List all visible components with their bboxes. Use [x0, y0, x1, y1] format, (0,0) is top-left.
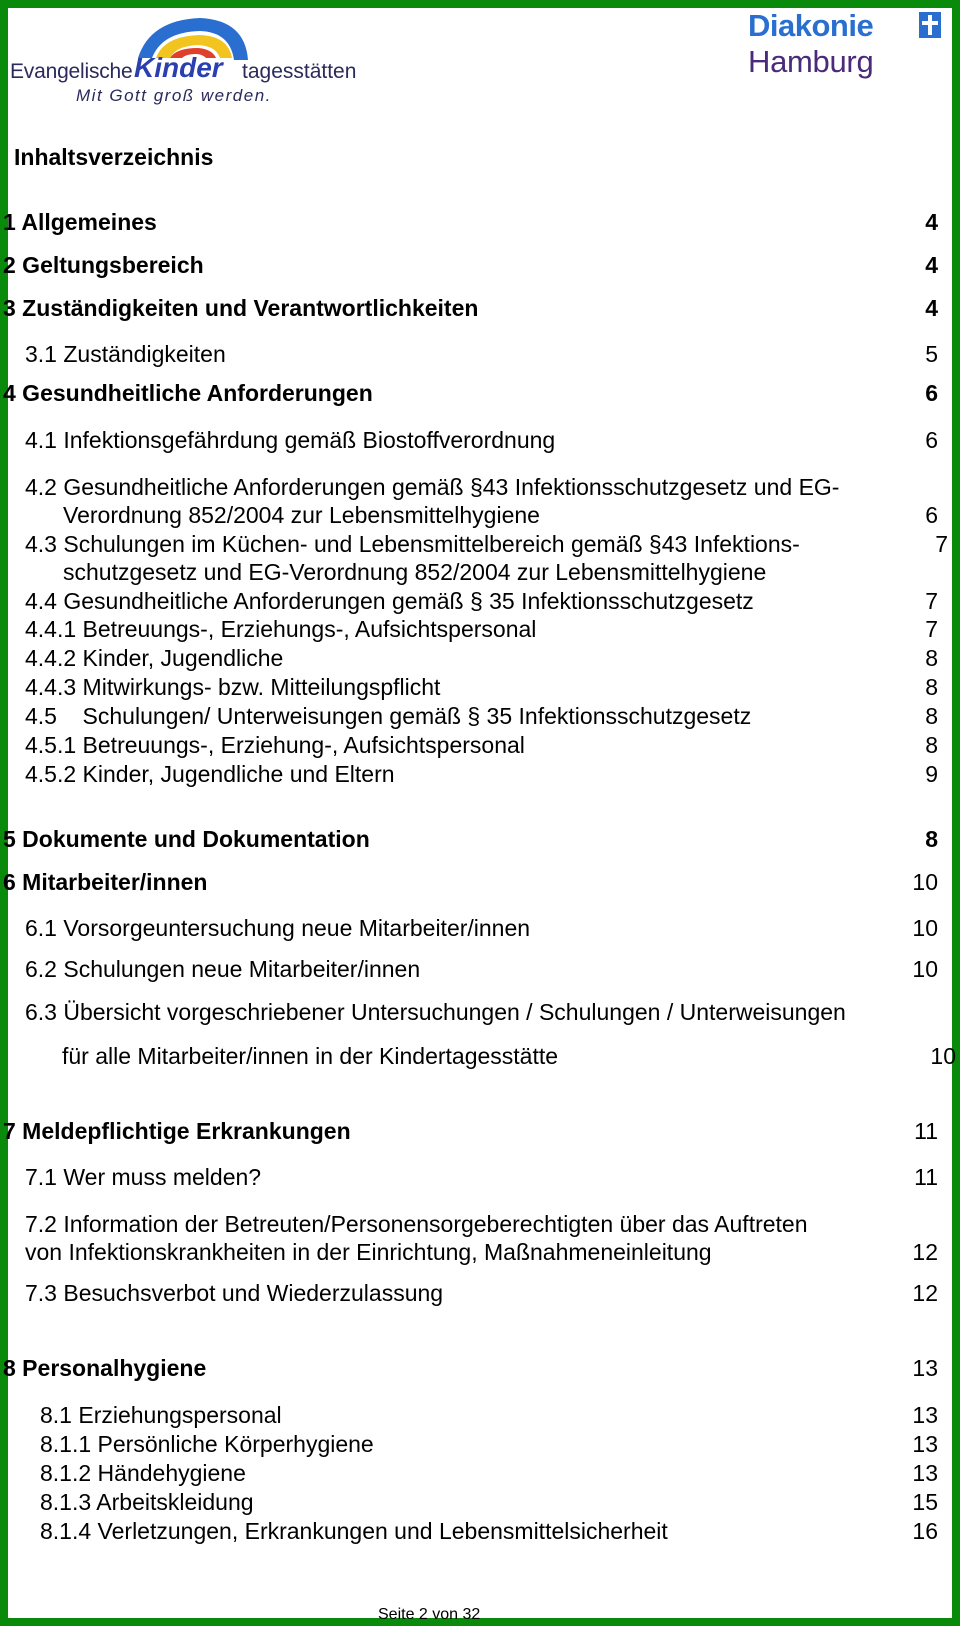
toc-entry-page: 4: [925, 295, 938, 321]
toc-entry-title: 6 Mitarbeiter/innen: [3, 869, 208, 895]
toc-entry-page: 8: [925, 703, 938, 729]
page-footer: Seite 2 von 32: [378, 1606, 481, 1623]
toc-entry-page: 10: [930, 1043, 956, 1069]
toc-entry-page: 7: [935, 531, 948, 557]
toc-entry-title: 4.4.1 Betreuungs-, Erziehungs-, Aufsichtspersonal: [25, 616, 537, 642]
toc-entry-page: 16: [912, 1518, 938, 1544]
toc-entry-title: 8.1 Erziehungspersonal: [40, 1402, 282, 1428]
toc-entry-page: 5: [925, 341, 938, 367]
diakonie-logo-text: Diakonie: [748, 8, 874, 43]
toc-entry-page: 8: [925, 645, 938, 671]
toc-entry-page: 15: [912, 1489, 938, 1515]
toc-entry-title: 8.1.1 Persönliche Körperhygiene: [40, 1431, 374, 1457]
toc-entry-title: 8.1.3 Arbeitskleidung: [40, 1489, 254, 1515]
toc-entry-page: 13: [912, 1355, 938, 1381]
toc-entry-title: 4.5.1 Betreuungs-, Erziehung-, Aufsichtspersonal: [25, 732, 525, 758]
toc-entry-title: 4.5 Schulungen/ Unterweisungen gemäß § 35 Infektionsschutzgesetz: [25, 703, 752, 729]
toc-entry-page: 13: [912, 1431, 938, 1457]
toc-entry-page: 10: [912, 956, 938, 982]
toc-entry-page: 6: [925, 502, 938, 528]
toc-entry-page: 4: [925, 209, 938, 235]
toc-entry-page: 8: [925, 826, 938, 852]
toc-entry-title: 6.1 Vorsorgeuntersuchung neue Mitarbeiter/innen: [25, 915, 531, 941]
toc-entry-title: 6.2 Schulungen neue Mitarbeiter/innen: [25, 956, 421, 982]
toc-entry-page: 6: [925, 380, 938, 406]
toc-entry-title: 3 Zuständigkeiten und Verantwortlichkeiten: [3, 295, 479, 321]
toc-entry-page: 12: [912, 1280, 938, 1306]
toc-entry-page: 13: [912, 1402, 938, 1428]
toc-entry-title: 7.1 Wer muss melden?: [25, 1164, 262, 1190]
toc-entry-title: 6.3 Übersicht vorgeschriebener Untersuchungen / Schulungen / Unterweisungen: [25, 999, 846, 1025]
toc-entry-title: 4.1 Infektionsgefährdung gemäß Biostoffverordnung: [25, 427, 556, 453]
logo-slogan: Mit Gott groß werden.: [76, 86, 272, 105]
toc-entry-page: 6: [925, 427, 938, 453]
logo-word-evangelische: Evangelische: [10, 60, 133, 83]
toc-entry-page: 8: [925, 674, 938, 700]
toc-entry-title: 7.2 Information der Betreuten/Personensorgeberechtigten über das Auftreten: [25, 1211, 808, 1237]
toc-entry-title: 4 Gesundheitliche Anforderungen: [3, 380, 373, 406]
toc-entry-title: 4.5.2 Kinder, Jugendliche und Eltern: [25, 761, 395, 787]
toc-entry-page: 11: [914, 1118, 938, 1144]
toc-entry-title: 8 Personalhygiene: [3, 1355, 207, 1381]
toc-entry-page: 10: [912, 869, 938, 895]
toc-entry-title: 8.1.2 Händehygiene: [40, 1460, 246, 1486]
toc-entry-title: 4.4.2 Kinder, Jugendliche: [25, 645, 284, 671]
logo-word-kinder: Kinder: [134, 52, 223, 83]
toc-entry-title: 4.4.3 Mitwirkungs- bzw. Mitteilungspflicht: [25, 674, 441, 700]
toc-entry-page: 11: [914, 1164, 938, 1190]
toc-entry-title-continued: von Infektionskrankheiten in der Einrichtung, Maßnahmeneinleitung: [25, 1239, 712, 1265]
toc-entry-title: 7.3 Besuchsverbot und Wiederzulassung: [25, 1280, 444, 1306]
cross-icon: [919, 12, 941, 38]
toc-entry-page: 10: [912, 915, 938, 941]
toc-entry-title: 4.3 Schulungen im Küchen- und Lebensmittelbereich gemäß §43 Infektions-: [25, 531, 800, 557]
logo-word-tagesstaetten: tagesstätten: [242, 60, 357, 83]
toc-entry-title: für alle Mitarbeiter/innen in der Kindertagesstätte: [62, 1043, 559, 1069]
toc-entry-page: 7: [925, 588, 938, 614]
toc-entry-page: 4: [925, 252, 938, 278]
toc-entry-title: 7 Meldepflichtige Erkrankungen: [3, 1118, 351, 1144]
toc-entry-page: 7: [925, 616, 938, 642]
toc-entry-title: 5 Dokumente und Dokumentation: [3, 826, 370, 852]
toc-entry-title: 4.4 Gesundheitliche Anforderungen gemäß § 35 Infektionsschutzgesetz: [25, 588, 754, 614]
toc-entry-page: 13: [912, 1460, 938, 1486]
toc-entry-title: 2 Geltungsbereich: [3, 252, 204, 278]
document-page: [3, 8, 956, 1623]
toc-entry-title: 4.2 Gesundheitliche Anforderungen gemäß §43 Infektionsschutzgesetz und EG-: [25, 474, 840, 500]
toc-entry-page: 9: [925, 761, 938, 787]
toc-entry-title: 3.1 Zuständigkeiten: [25, 341, 226, 367]
hamburg-logo-text: Hamburg: [748, 44, 874, 79]
toc-entry-title: 1 Allgemeines: [3, 209, 157, 235]
toc-entry-page: 8: [925, 732, 938, 758]
toc-entry-title: 8.1.4 Verletzungen, Erkrankungen und Lebensmittelsicherheit: [40, 1518, 668, 1544]
toc-heading: Inhaltsverzeichnis: [14, 144, 214, 170]
toc-entry-page: 12: [912, 1239, 938, 1265]
toc-entry-title-continued: Verordnung 852/2004 zur Lebensmittelhygiene: [63, 502, 540, 528]
toc-entry-title-continued: schutzgesetz und EG-Verordnung 852/2004 zur Lebensmittelhygiene: [63, 559, 767, 585]
